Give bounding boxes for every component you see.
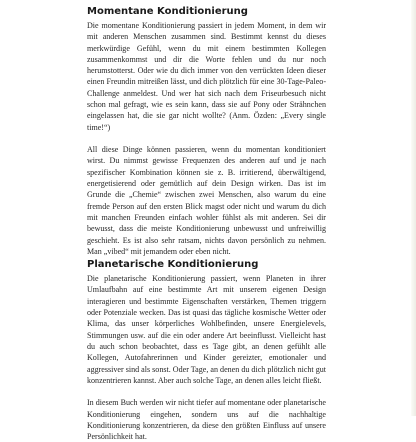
paragraph-planetarische-2: In diesem Buch werden wir nicht tiefer auf momentane oder planetarische Konditionierung eingehen, sondern uns auf die nachhaltige Konditionierung konzentrieren, da diese den größten Einfluss auf unsere Persönlichkeit hat.: [87, 398, 326, 442]
paragraph-momentane-2: All diese Dinge können passieren, wenn du momentan konditioniert wirst. Du nimmst gewisse Frequenzen des anderen auf und je nach spezifischer Kombination können sie z. B. irritierend, überwältigend, energetisierend oder gemütlich auf dein Design wirken. Das ist im Grunde die „Chemie“ zwischen zwei Menschen, also warum du eine fremde Person auf den ersten Blick magst oder nicht und warum du dich mit manchen Freunden einfach wohler fühlst als mit anderen. Sei dir bewusst, dass die meiste Konditionierung unbewusst und unfreiwillig geschieht. Es ist also sehr ratsam, nichts davon persönlich zu nehmen. Man „vibed“ mit jemandem oder eben nicht.: [87, 145, 326, 256]
page-content: [87, 6, 326, 442]
paragraph-momentane-1: Die momentane Konditionierung passiert in jedem Moment, in dem wir mit anderen Menschen zusammen sind. Bestimmt kennst du dieses merkwürdige Gefühl, wenn du mit einem bestimmten Kollegen zusammenkommst und dir die Worte fehlen und du nur noch herumstotterst. Oder wie du dich immer von den verrückten Ideen dieser einen Freundin mitreißen lässt, und dich plötzlich für eine 30-Tage-Paleo-Challenge anmeldest. Und wer hat sich nach dem Friseurbesuch nicht schon mal gefragt, wie es sein kann, dass sie auf Pony oder Strähnchen eingelassen hat, die sie gar nicht wollte? (Anm. Özden: „Every single time!“): [87, 21, 326, 132]
section-heading-momentane: Momentane Konditionierung: [87, 6, 248, 17]
page-edge: [411, 0, 416, 416]
section-heading-planetarische: Planetarische Konditionierung: [87, 259, 259, 271]
paragraph-planetarische-1: Die planetarische Konditionierung passiert, wenn Planeten in ihrer Umlaufbahn auf eine bestimmte Art mit unserem eigenen Design interagieren und bestimmte Eigenschaften verstärken, Themen triggern oder Potenziale wecken. Das ist quasi das tägliche kosmische Wetter oder Klima, das unser körperliches Wohlbefinden, unsere Energielevels, Stimmungen usw. auf die ein oder andere Art beeinflusst. Vielleicht hast du auch schon beobachtet, dass es Tage gibt, an denen gefühlt alle Kollegen, Autofahrerinnen und Kinder gereizter, emotionaler und aggressiver sind als sonst. Oder Tage, an denen du dich plötzlich nicht gut konzentrieren kannst. Aber auch solche Tage, an denen alles leicht fließt.: [87, 274, 326, 385]
